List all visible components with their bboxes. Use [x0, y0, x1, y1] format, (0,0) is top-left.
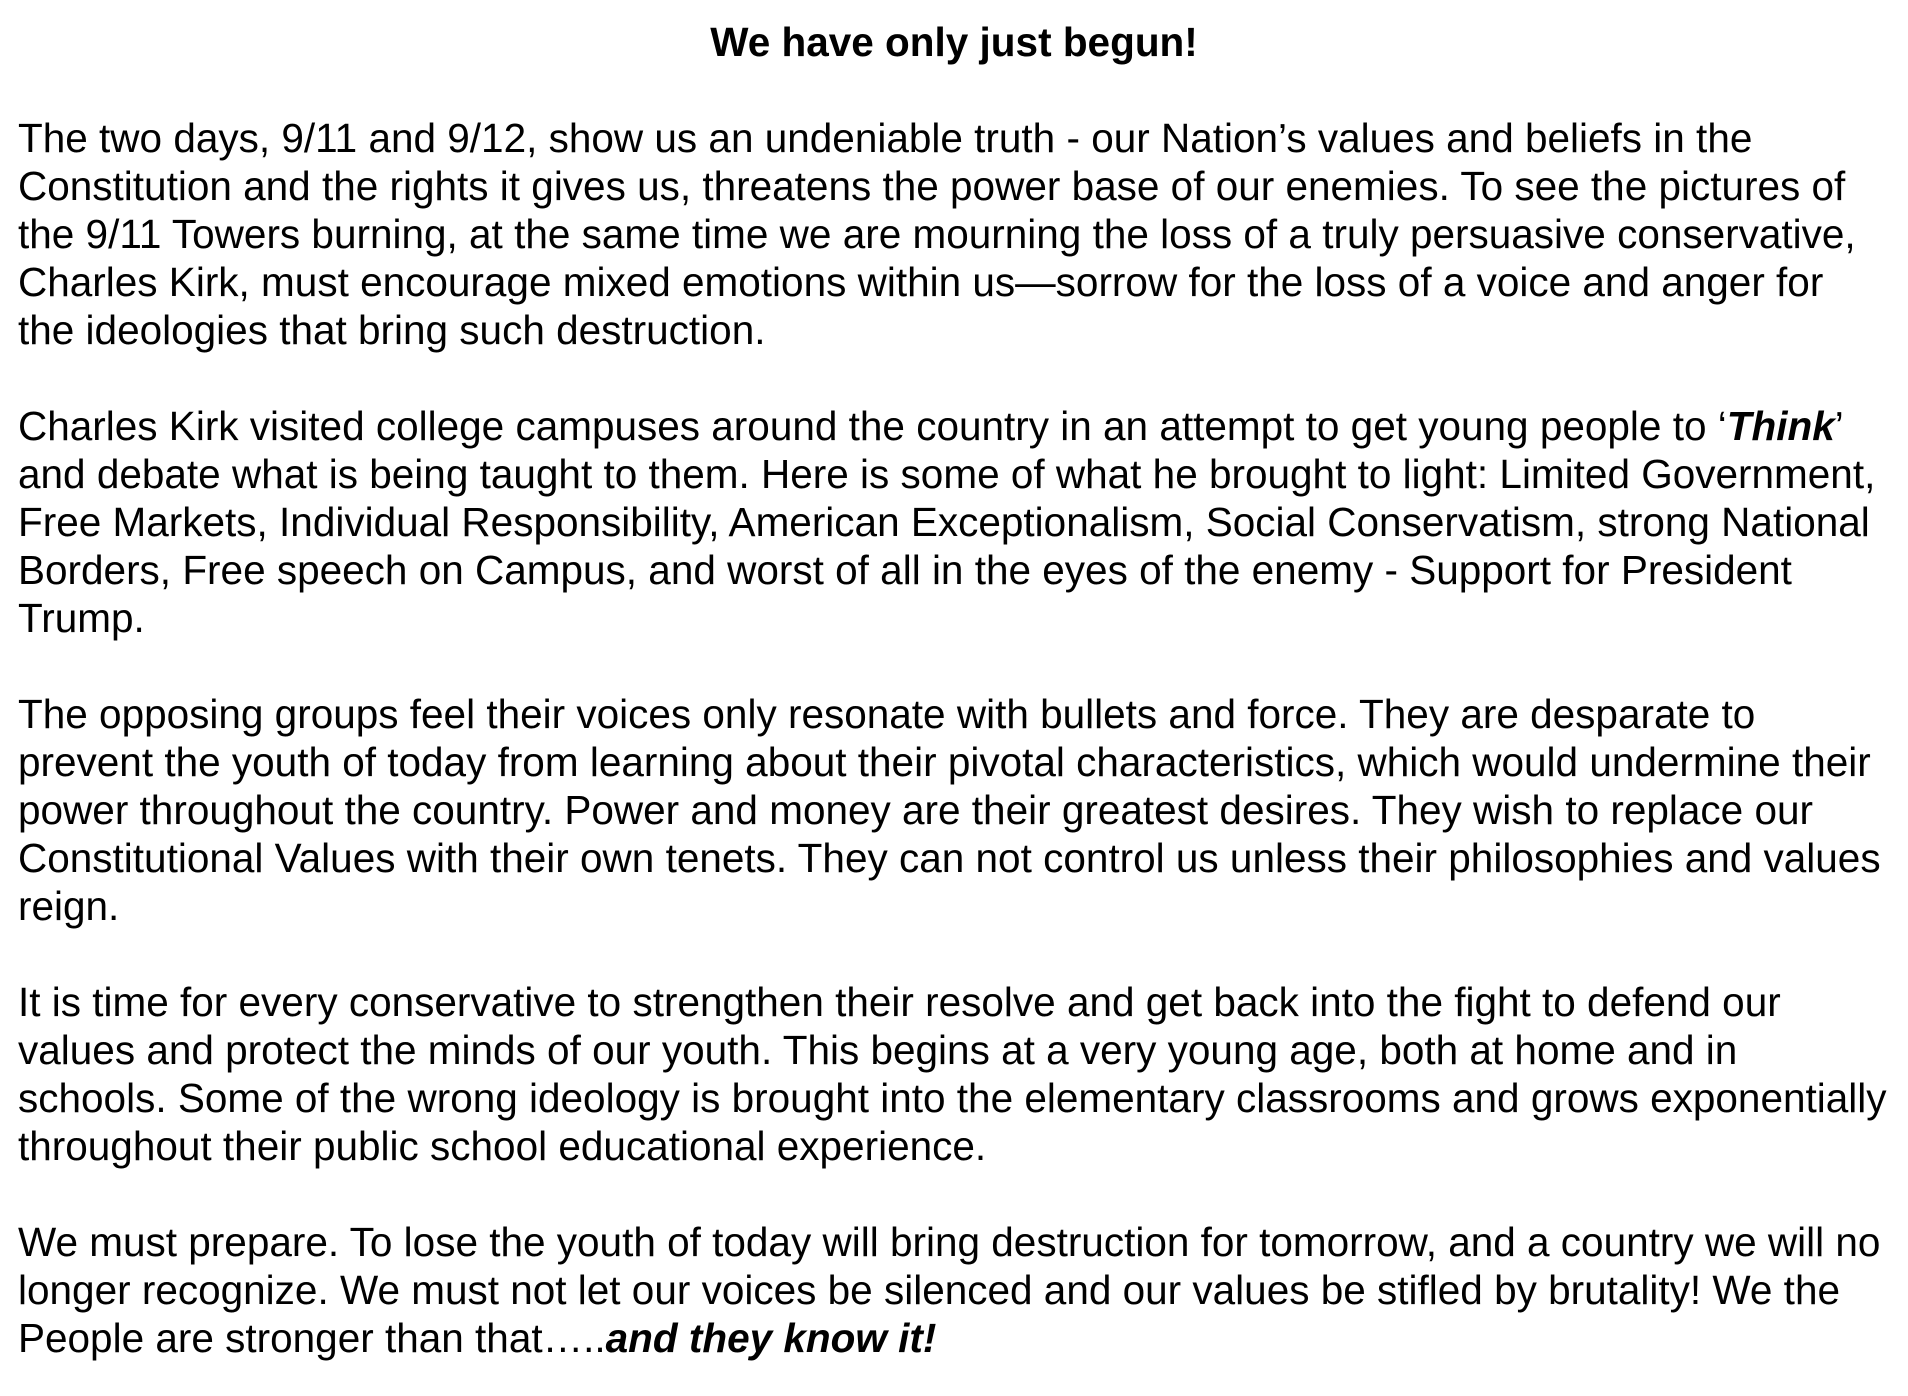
closing-emphasis: and they know it!: [605, 1315, 937, 1361]
paragraph-5: [18, 1218, 1890, 1362]
document-body: [18, 18, 1890, 1362]
paragraph-2-intro: Charles Kirk visited college campuses around the country in an attempt to get young people to ‘: [18, 403, 1727, 449]
paragraph-1: The two days, 9/11 and 9/12, show us an undeniable truth - our Nation’s values and beliefs in the Constitution and the rights it gives us, threatens the power base of our enemies. To see the pictures of the 9/11 Towers burning, at the same time we are mourning the loss of a truly persuasive conservative, Charles Kirk, must encourage mixed emotions within us—sorrow for the loss of a voice and anger for the ideologies that bring such destruction.: [18, 115, 1856, 353]
document-title: We have only just begun!: [710, 19, 1198, 65]
paragraph-2: [18, 402, 1890, 642]
paragraph-3: The opposing groups feel their voices only resonate with bullets and force. They are desparate to prevent the youth of today from learning about their pivotal characteristics, which would undermine their power throughout the country. Power and money are their greatest desires. They wish to replace our Constitutional Values with their own tenets. They can not control us unless their philosophies and values reign.: [18, 691, 1881, 929]
paragraph-2-rest: ’ and debate what is being taught to them. Here is some of what he brought to light: Limited Government, Free Markets, Individual Responsibility, American Exceptionalism, Social Conservatism, strong National Borders, Free speech on Campus, and worst of all in the eyes of the enemy - Support for President Trump.: [18, 403, 1876, 641]
paragraph-4: It is time for every conservative to strengthen their resolve and get back into the fight to defend our values and protect the minds of our youth. This begins at a very young age, both at home and in schools. Some of the wrong ideology is brought into the elementary classrooms and grows exponentially throughout their public school educational experience.: [18, 979, 1887, 1169]
think-emphasis: Think: [1726, 403, 1835, 449]
paragraph-5-text: We must prepare. To lose the youth of today will bring destruction for tomorrow, and a country we will no longer recognize. We must not let our voices be silenced and our values be stifled by brutality! We the People are stronger than that…..: [18, 1219, 1881, 1361]
